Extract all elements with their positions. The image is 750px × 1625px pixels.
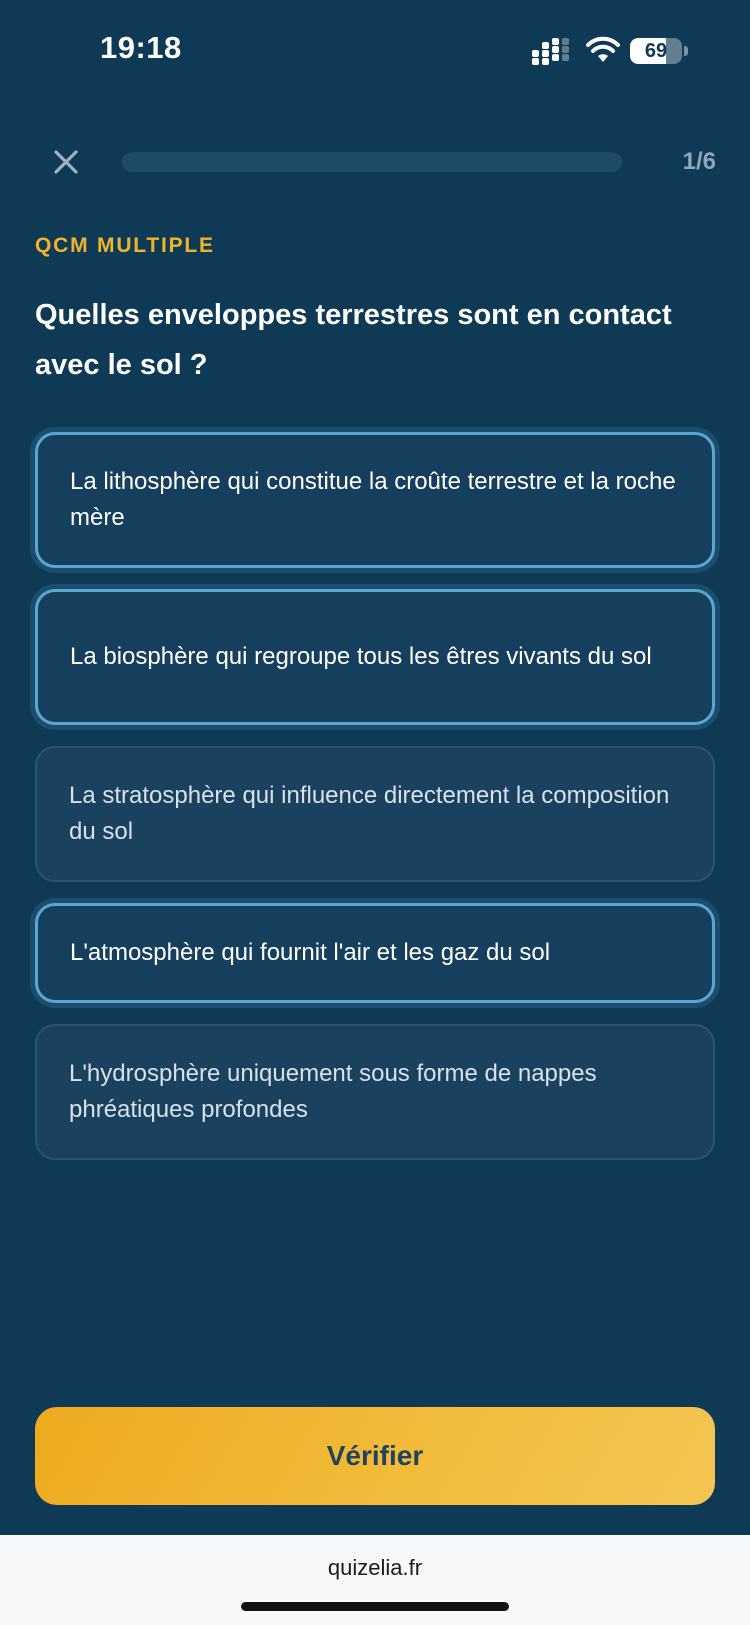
battery-tip: [684, 46, 688, 56]
question-text: Quelles enveloppes terrestres sont en contact avec le sol ?: [35, 299, 672, 381]
status-bar: [0, 0, 750, 100]
url-label[interactable]: quizelia.fr: [327, 1555, 423, 1580]
option-label: La lithosphère qui constitue la croûte terrestre et la roche mère: [70, 468, 676, 531]
option-label: La biosphère qui regroupe tous les êtres vivants du sol: [70, 643, 652, 670]
option-biosphere[interactable]: [35, 589, 715, 725]
option-stratosphere[interactable]: [35, 746, 715, 882]
home-indicator: [241, 1602, 509, 1611]
signal-icon: [532, 38, 572, 64]
option-label: La stratosphère qui influence directement la composition du sol: [69, 782, 670, 845]
option-lithosphere[interactable]: [35, 432, 715, 568]
wifi-icon: [585, 36, 621, 64]
close-button[interactable]: [48, 144, 84, 180]
battery-level: 69: [644, 40, 668, 62]
option-hydrosphere[interactable]: [35, 1024, 715, 1160]
progress-bar: [122, 152, 622, 172]
progress-counter: 1/6: [682, 148, 716, 175]
question-type-label: QCM MULTIPLE: [35, 234, 215, 257]
option-atmosphere[interactable]: [35, 903, 715, 1003]
verify-button[interactable]: Vérifier: [35, 1407, 715, 1505]
option-label: L'atmosphère qui fournit l'air et les gaz du sol: [70, 939, 551, 966]
option-label: L'hydrosphère uniquement sous forme de nappes phréatiques profondes: [69, 1060, 597, 1123]
battery-icon: [630, 38, 682, 64]
browser-footer: [0, 1535, 750, 1625]
close-icon: [53, 149, 79, 175]
status-time: 19:18: [100, 30, 182, 65]
